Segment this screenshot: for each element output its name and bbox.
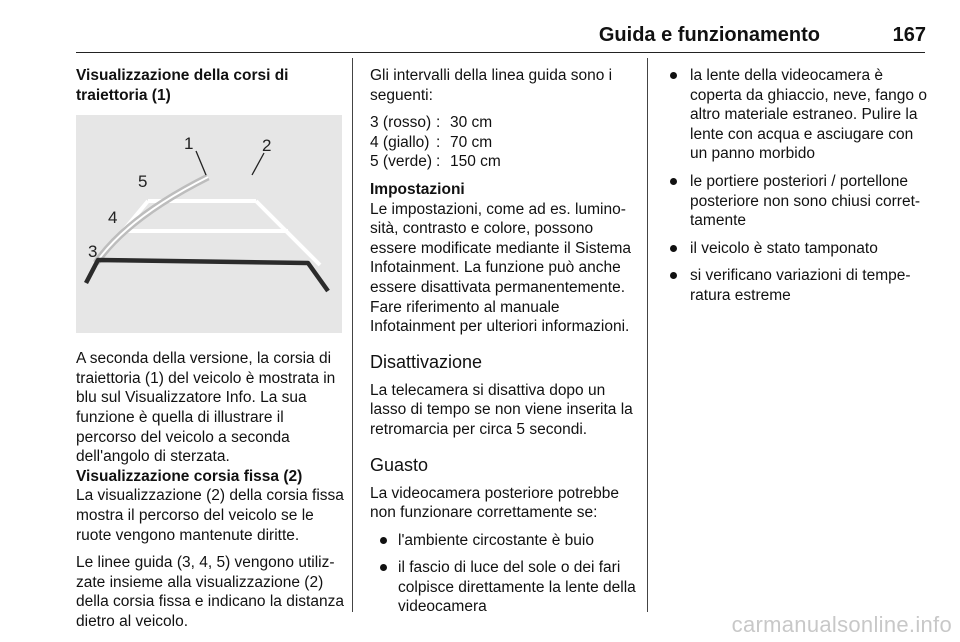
bullet-icon (670, 72, 677, 79)
callout-2: 2 (262, 136, 272, 156)
column-1 (76, 66, 344, 632)
bullet-icon (670, 245, 677, 252)
subheading-fixed-lane: Visualizzazione corsia fissa (2) (76, 467, 303, 485)
list-item (664, 66, 928, 164)
callout-1: 1 (184, 134, 194, 154)
section-title-trajectory: Visualizzazione della corsi di traiettoria (1) (76, 67, 289, 104)
guidelines-paragraph: Le linee guida (3, 4, 5) vengono utilizzate insieme alla visualizzazione (2) della corsia fissa e indicano la distanza dietro al veicolo. (76, 554, 344, 630)
callout-3: 3 (88, 242, 98, 262)
column-divider-left (352, 58, 353, 612)
list-item (664, 172, 928, 231)
intervals-table (370, 113, 501, 172)
interval-value: 150 cm (450, 153, 501, 171)
subheading-settings: Impostazioni (370, 180, 465, 198)
trajectory-paragraph: A seconda della versione, la corsia di traiettoria (1) del veicolo è mostrata in blu sul Visualizzatore Info. La sua funzione è quella di illustrare il percorso del veicolo a seconda dell'angolo di sterzata. (76, 350, 336, 466)
watermark: carmanualsonline.info (731, 612, 952, 637)
interval-value: 70 cm (450, 133, 493, 151)
deactivation-paragraph: La telecamera si disattiva dopo un lasso di tempo se non viene inserita la retromarcia per circa 5 secondi. (370, 381, 633, 438)
bullet-icon (670, 178, 677, 185)
interval-label: 5 (verde) (370, 153, 433, 171)
table-row (370, 152, 501, 172)
list-item-text: la lente della videocamera è coperta da ghiaccio, neve, fango o altro materiale estraneo. Pulire la lente con acqua e asciugare con un panno morbido (690, 67, 927, 163)
list-item (664, 266, 928, 305)
interval-separator: : (436, 133, 441, 151)
column-3 (664, 66, 928, 314)
column-2 (370, 66, 638, 625)
page-number: 167 (892, 24, 926, 46)
intervals-intro: Gli intervalli della linea guida sono i seguenti: (370, 67, 613, 104)
column-divider-right (647, 58, 648, 612)
table-row (370, 133, 501, 153)
list-item-text: le portiere posteriori / portellone posteriore non sono chiusi correttamente (690, 172, 921, 230)
settings-paragraph: Le impostazioni, come ad es. luminosità, contrasto e colore, possono essere modificate mediante il Sistema Infotainment. La funzione può anche essere disattivata permanentemente. Fare riferimento al manuale Infotainment per ulteriori informazioni. (370, 200, 632, 336)
interval-separator: : (436, 114, 441, 132)
failure-bullet-list (370, 531, 638, 617)
callout-5: 5 (138, 172, 148, 192)
callout-4: 4 (108, 208, 118, 228)
heading-failure: Guasto (370, 454, 429, 475)
interval-label: 4 (giallo) (370, 133, 430, 151)
list-item (370, 531, 638, 551)
failure-intro: La videocamera posteriore potrebbe non funzionare correttamente se: (370, 484, 620, 522)
header-divider (76, 52, 925, 53)
fixed-lane-paragraph: La visualizzazione (2) della corsia fissa mostra il percorso del veicolo se le ruote vengono mantenute diritte. (76, 487, 344, 544)
list-item-text: il fascio di luce del sole o dei fari colpisce direttamente la lente della videocamera (398, 559, 636, 616)
running-header-title: Guida e funzionamento (598, 24, 820, 46)
table-row (370, 113, 501, 133)
interval-value: 30 cm (450, 114, 493, 132)
bullet-icon (380, 564, 387, 571)
list-item (370, 558, 638, 617)
heading-deactivation: Disattivazione (370, 351, 483, 372)
list-item (664, 239, 928, 259)
list-item-text: l'ambiente circostante è buio (398, 531, 594, 549)
rear-camera-guidelines-figure (76, 115, 342, 333)
interval-label: 3 (rosso) (370, 114, 432, 132)
list-item-text: il veicolo è stato tamponato (690, 239, 878, 257)
bullet-icon (380, 537, 387, 544)
interval-separator: : (436, 153, 441, 171)
failure-bullet-list-continued (664, 66, 928, 306)
bullet-icon (670, 272, 677, 279)
list-item-text: si verificano variazioni di temperatura estreme (690, 267, 911, 304)
